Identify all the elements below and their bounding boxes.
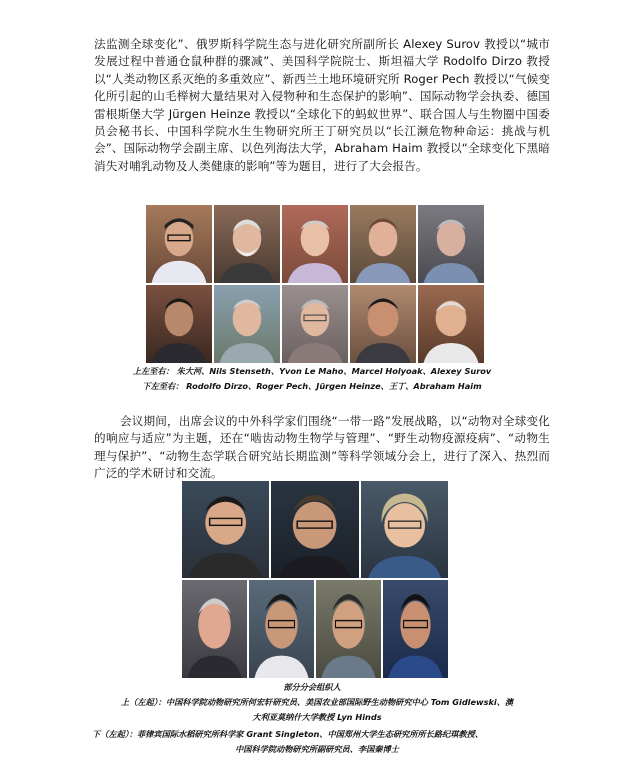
organizer-caption-title: 部分分会组织人 (283, 682, 341, 692)
organizer-photo (182, 481, 269, 578)
speaker-photo (350, 205, 416, 283)
organizer-caption-top-line-1: 上（左起）：中国科学院动物研究所何宏轩研究员、美国农业部国际野生动物研究中心 Tom Gidlewski、澳 (120, 697, 514, 707)
speaker-photo (214, 205, 280, 283)
organizer-photo (361, 481, 448, 578)
speaker-photo (282, 285, 348, 363)
speaker-photo (418, 205, 484, 283)
speaker-photo (418, 285, 484, 363)
speaker-photo (282, 205, 348, 283)
organizer-photo (271, 481, 358, 578)
organizer-photo (316, 580, 381, 678)
organizer-caption-top-line-2: 大利亚莫纳什大学教授 Lyn Hinds (252, 712, 382, 722)
organizer-photo-grid-top (182, 481, 448, 578)
organizer-photo (249, 580, 314, 678)
speaker-photo (146, 285, 212, 363)
body-paragraph-2: 会议期间，出席会议的中外科学家们围绕“一带一路”发展战略，以“动物对全球变化的响应与适应”为主题，还在“啮齿动物生物学与管理”、“野生动物疫源疫病”、“动物生理与保护”、“动物生态学联合研究站长期监测”等科学领域分会上，进行了深入、热烈而广泛的学术研讨和交流。 (94, 414, 550, 481)
body-paragraph-1: 法监测全球变化”、俄罗斯科学院生态与进化研究所副所长 Alexey Surov 教授以“城市发展过程中普通仓鼠种群的骤减”、美国科学院院士、斯坦福大学 Rodolfo Dirzo 教授以“人类动物区系灭绝的多重效应”、新西兰土地环境研究所 Roger Pech 教授以“气候变化所引起的山毛榉树大量结果对入侵物种和生态保护的影响”、国际动物学会执委、德国雷根斯堡大学 Jürgen Heinze 教授以“全球化下的蚂蚁世界”、联合国人与生物圈中国委员会秘书长、中国科学院水生生物研究所王丁研究员以“长江濒危物种命运：挑战与机会”、国际动物学会副主席、以色列海法大学，Abraham Haim 教授以“全球变化下黑暗消失对哺乳动物及人类健康的影响”等为题目，进行了大会报告。 (94, 37, 550, 173)
organizer-photo (182, 580, 247, 678)
organizer-caption-bottom-line-1: 下（左起）：菲律宾国际水稻研究所科学家 Grant Singleton、中国郑州大学生态研究所所长路纪琪教授、 (92, 729, 484, 739)
organizer-photo-grid-bottom (182, 580, 448, 678)
photo-caption-top-row: 上左至右： 朱大河、Nils Stenseth、Yvon Le Maho、Marcel Holyoak、Alexey Surov (132, 366, 492, 376)
speaker-photo (146, 205, 212, 283)
speaker-photo-grid (146, 205, 484, 363)
photo-caption-bottom-row: 下左至右： Rodolfo Dirzo、Roger Pech、Jürgen Heinze、王丁、Abraham Haim (142, 381, 482, 391)
speaker-photo (214, 285, 280, 363)
organizer-caption-bottom-line-2: 中国科学院动物研究所副研究员、李国秦博士 (235, 744, 399, 754)
speaker-photo (350, 285, 416, 363)
organizer-photo (383, 580, 448, 678)
